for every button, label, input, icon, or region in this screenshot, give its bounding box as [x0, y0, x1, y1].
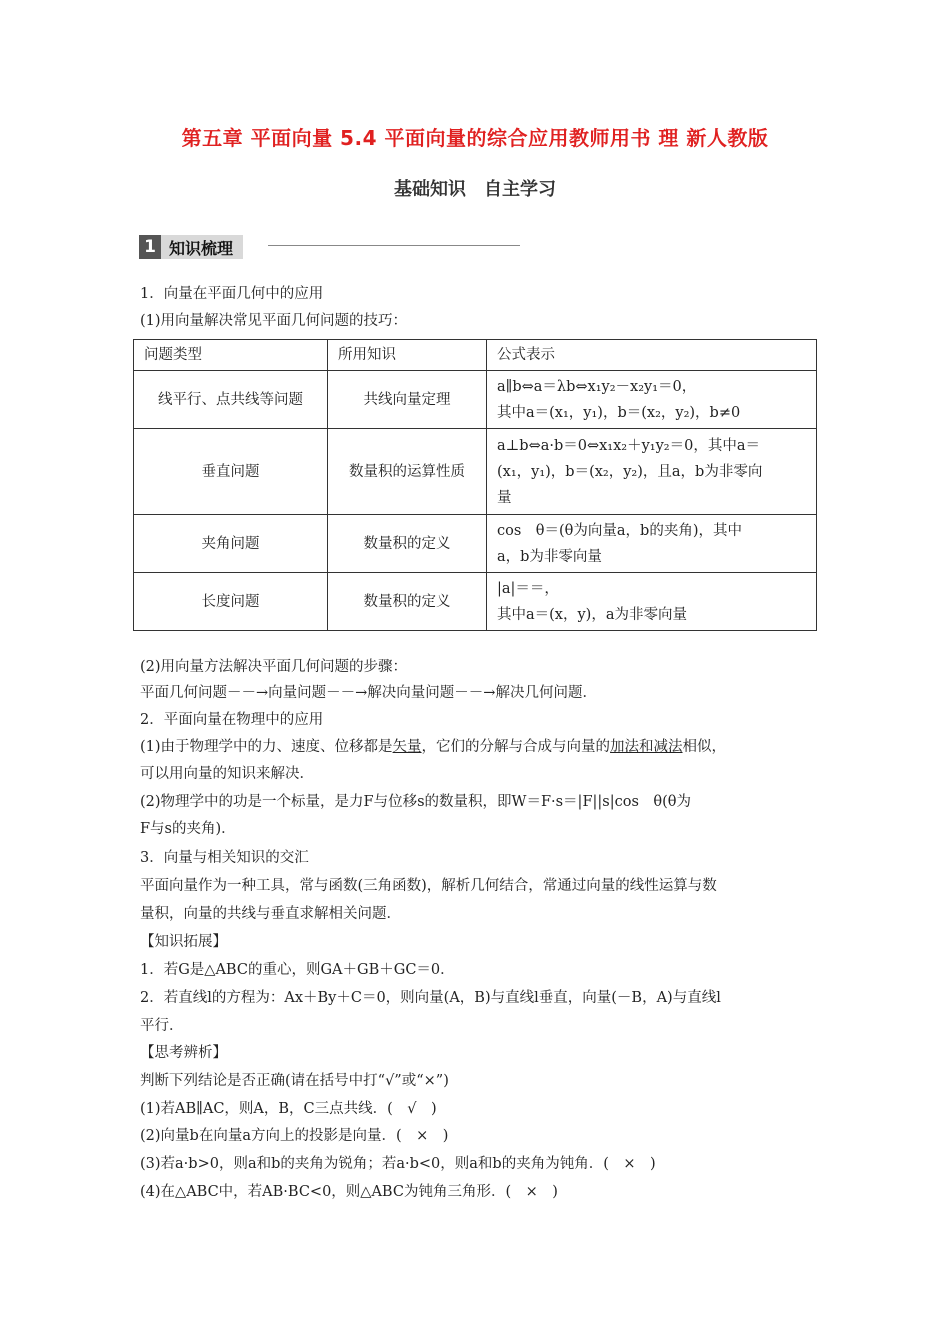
table-cell: 数量积的运算性质	[328, 429, 487, 515]
paragraph: (2)向量b在向量a方向上的投影是向量．( × )	[140, 1128, 449, 1144]
table-cell: 垂直问题	[134, 429, 328, 515]
paragraph: 1．若G是△ABC的重心，则GA＋GB＋GC＝0．	[140, 962, 455, 978]
text-run: (1)由于物理学中的力、速度、位移都是	[140, 739, 393, 755]
table-cell: 夹角问题	[134, 515, 328, 573]
paragraph: (2)物理学中的功是一个标量，是力F与位移s的数量积，即W＝F·s＝|F||s|cos θ(θ为	[140, 794, 692, 810]
text-run: 相似，	[682, 739, 727, 755]
paragraph: 量积，向量的共线与垂直求解相关问题．	[140, 906, 401, 922]
table-row	[134, 573, 817, 631]
formula-cell	[487, 515, 817, 573]
table-cell: 长度问题	[134, 573, 328, 631]
formula-line: a∥b⇔a＝λb⇔x₁y₂－x₂y₁＝0，	[497, 378, 697, 395]
formula-cell	[487, 371, 817, 429]
formula-line: (x₁，y₁)，b＝(x₂，y₂)，且a，b为非零向	[497, 463, 763, 480]
section-subtitle: 基础知识 自主学习	[394, 179, 556, 200]
paragraph: (1)用向量解决常见平面几何问题的技巧：	[140, 313, 408, 329]
table-row	[134, 429, 817, 515]
section-divider	[268, 245, 520, 246]
formula-line: |a|＝＝，	[497, 580, 559, 597]
paragraph: (1)若AB∥AC，则A，B，C三点共线．( √ )	[140, 1101, 437, 1117]
paragraph: (3)若a·b>0，则a和b的夹角为锐角；若a·b<0，则a和b的夹角为钝角．( × )	[140, 1156, 656, 1172]
section-number: 1	[139, 235, 161, 259]
underlined-term: 加法和减法	[610, 739, 683, 755]
table-header: 问题类型	[134, 340, 328, 371]
paragraph: 2．若直线l的方程为：Ax＋By＋C＝0，则向量(A，B)与直线l垂直，向量(－B，A)与直线l	[140, 990, 721, 1006]
table-cell: 数量积的定义	[328, 515, 487, 573]
table-cell: 数量积的定义	[328, 573, 487, 631]
table-row	[134, 371, 817, 429]
paragraph: F与s的夹角)．	[140, 821, 236, 837]
paragraph: 平行．	[140, 1018, 184, 1034]
paragraph: 【思考辨析】	[140, 1045, 227, 1061]
formula-line: 其中a＝(x₁，y₁)，b＝(x₂，y₂)，b≠0	[497, 404, 741, 421]
paragraph: 判断下列结论是否正确(请在括号中打“√”或“×”)	[140, 1073, 449, 1089]
table-cell: 共线向量定理	[328, 371, 487, 429]
paragraph: (2)用向量方法解决平面几何问题的步骤：	[140, 659, 408, 675]
table-row	[134, 515, 817, 573]
formula-cell	[487, 429, 817, 515]
formula-line: 其中a＝(x，y)，a为非零向量	[497, 606, 687, 623]
paragraph: 1．向量在平面几何中的应用	[140, 286, 324, 302]
formula-line: 量	[497, 489, 512, 506]
table-header: 所用知识	[328, 340, 487, 371]
underlined-term: 矢量	[392, 739, 422, 755]
section-label: 知识梳理	[161, 235, 243, 259]
paragraph: 【知识拓展】	[140, 934, 227, 950]
paragraph: 平面几何问题－－→向量问题－－→解决向量问题－－→解决几何问题．	[140, 685, 597, 701]
formula-line: cos θ＝(θ为向量a，b的夹角)，其中	[497, 522, 742, 539]
paragraph: 平面向量作为一种工具，常与函数(三角函数)，解析几何结合，常通过向量的线性运算与数	[140, 878, 717, 894]
table-cell: 线平行、点共线等问题	[134, 371, 328, 429]
paragraph: 3．向量与相关知识的交汇	[140, 850, 309, 866]
document-title: 第五章 平面向量 5.4 平面向量的综合应用教师用书 理 新人教版	[181, 126, 769, 150]
formula-line: a⊥b⇔a·b＝0⇔x₁x₂＋y₁y₂＝0，其中a＝	[497, 437, 760, 454]
table-header: 公式表示	[487, 340, 817, 371]
paragraph: 2．平面向量在物理中的应用	[140, 712, 324, 728]
text-run: ，它们的分解与合成与向量的	[421, 739, 611, 755]
paragraph	[140, 737, 726, 757]
application-table	[133, 339, 817, 631]
paragraph: (4)在△ABC中，若AB·BC<0，则△ABC为钝角三角形．( × )	[140, 1184, 558, 1200]
paragraph: 可以用向量的知识来解决．	[140, 766, 314, 782]
formula-cell	[487, 573, 817, 631]
section-header	[139, 234, 243, 260]
formula-line: a，b为非零向量	[497, 548, 602, 565]
